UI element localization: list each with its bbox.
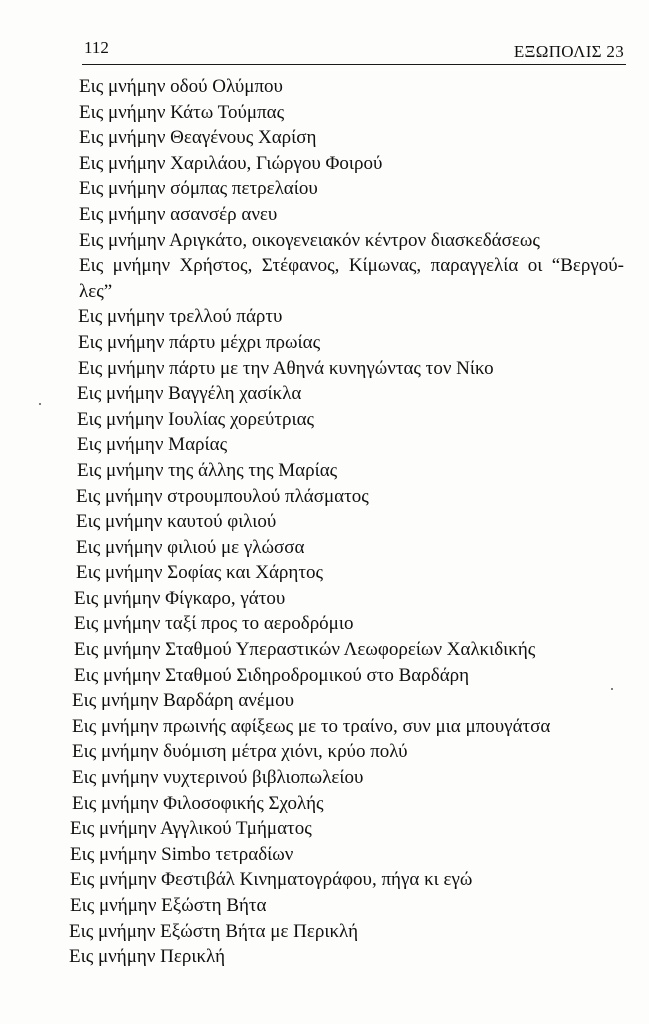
list-item: Εις μνήμην Χαριλάου, Γιώργου Φοιρού bbox=[79, 152, 383, 174]
list-item: Εις μνήμην Σοφίας και Χάρητος bbox=[76, 562, 324, 584]
list-item: Εις μνήμην πάρτυ μέχρι πρωίας bbox=[78, 331, 321, 353]
list-item: Εις μνήμην της άλλης της Μαρίας bbox=[77, 459, 338, 481]
list-item: Εις μνήμην Αγγλικού Τμήματος bbox=[70, 818, 312, 840]
list-item: Εις μνήμην Φιλοσοφικής Σχολής bbox=[72, 792, 324, 814]
list-item: Εις μνήμην Φεστιβάλ Κινηματογράφου, πήγα κι εγώ bbox=[70, 869, 473, 891]
list-item: Εις μνήμην Σταθμού Σιδηροδρομικού στο Βαρδάρη bbox=[74, 664, 470, 686]
list-item: Εις μνήμην Θεαγένους Χαρίση bbox=[79, 127, 317, 149]
list-item: Εις μνήμην πρωινής αφίξεως με το τραίνο, συν μια μπουγάτσα bbox=[72, 715, 551, 737]
list-item: Εις μνήμην Κάτω Τούμπας bbox=[79, 101, 285, 123]
list-item: Εις μνήμην Βαρδάρη ανέμου bbox=[72, 690, 294, 712]
list-item: Εις μνήμην καυτού φιλιού bbox=[76, 511, 277, 533]
paper-speck bbox=[39, 403, 41, 405]
list-item: Εις μνήμην Εξώστη Βήτα με Περικλή bbox=[69, 920, 359, 942]
list-item: Εις μνήμην Χρήστος, Στέφανος, Κίμωνας, παραγγελία οι “Βεργού-λες” bbox=[79, 255, 624, 302]
list-item: Εις μνήμην Αριγκάτο, οικογενειακόν κέντρον διασκεδάσεως bbox=[79, 229, 540, 251]
list-item: Εις μνήμην τρελλού πάρτυ bbox=[78, 306, 283, 328]
list-item: Εις μνήμην ταξί προς το αεροδρόμιο bbox=[74, 613, 354, 635]
list-item: Εις μνήμην πάρτυ με την Αθηνά κυνηγώντας τον Νίκο bbox=[78, 357, 494, 379]
list-item: Εις μνήμην Ιουλίας χορεύτριας bbox=[77, 408, 315, 430]
list-item: Εις μνήμην ασανσέρ ανευ bbox=[79, 203, 278, 225]
list-item: Εις μνήμην στρουμπουλού πλάσματος bbox=[76, 485, 369, 507]
list-item: Εις μνήμην οδού Ολύμπου bbox=[79, 76, 283, 97]
list-item: Εις μνήμην νυχτερινού βιβλιοπωλείου bbox=[72, 767, 364, 789]
header-rule bbox=[82, 64, 626, 65]
running-head: ΕΞΩΠΟΛΙΣ 23 bbox=[513, 42, 624, 61]
list-item: Εις μνήμην Φίγκαρο, γάτου bbox=[74, 587, 286, 609]
list-item: Εις μνήμην Εξώστη Βήτα bbox=[70, 895, 267, 916]
page-number: 112 bbox=[84, 38, 109, 57]
list-item: Εις μνήμην Μαρίας bbox=[77, 434, 228, 456]
list-item: Εις μνήμην σόμπας πετρελαίου bbox=[79, 178, 318, 200]
list-item: Εις μνήμην Σταθμού Υπεραστικών Λεωφορείων Χαλκιδικής bbox=[74, 639, 536, 661]
list-item: Εις μνήμην φιλιού με γλώσσα bbox=[76, 536, 305, 558]
list-item: Εις μνήμην Simbo τετραδίων bbox=[70, 843, 294, 865]
list-item: Εις μνήμην δυόμιση μέτρα χιόνι, κρύο πολύ bbox=[72, 741, 408, 763]
paper-speck bbox=[611, 688, 613, 690]
list-item: Εις μνήμην Βαγγέλη χασίκλα bbox=[77, 383, 302, 405]
memorial-list bbox=[69, 74, 624, 970]
list-item: Εις μνήμην Περικλή bbox=[69, 946, 226, 968]
